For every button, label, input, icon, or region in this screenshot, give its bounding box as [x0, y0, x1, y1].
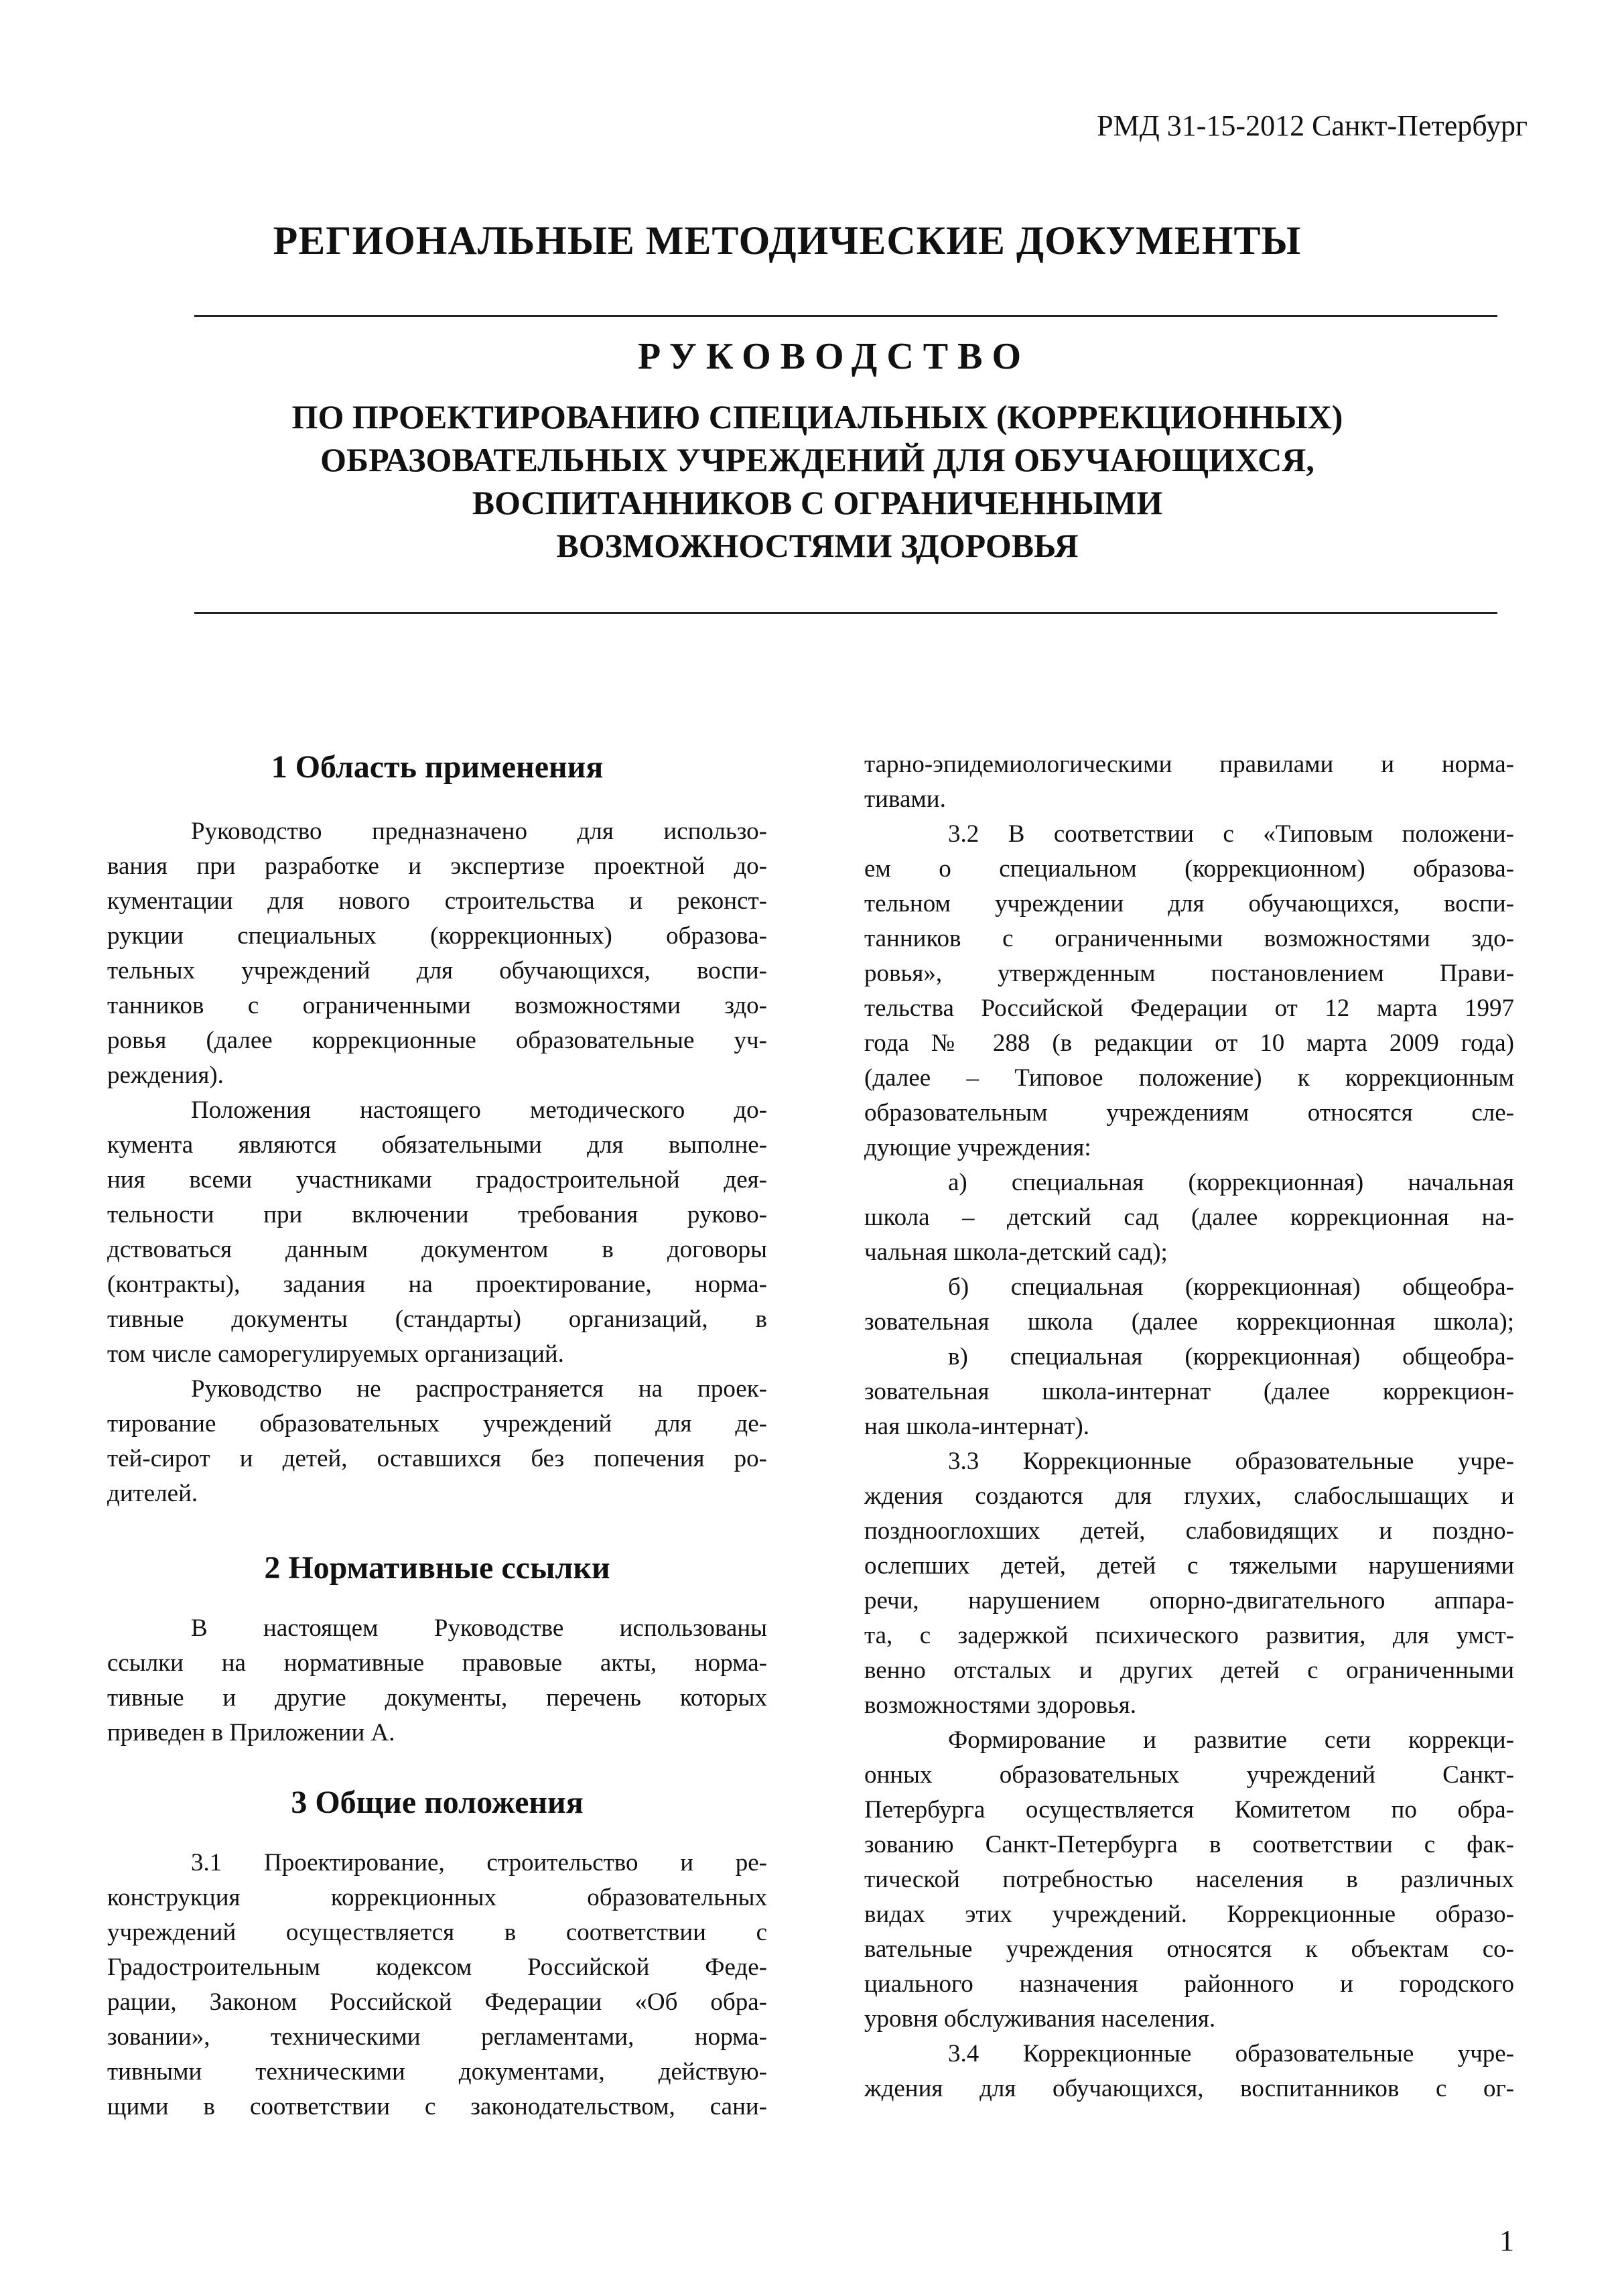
- text-line: тельства Российской Федерации от 12 марта 1997: [864, 995, 1514, 1022]
- bottom-divider: [194, 612, 1497, 614]
- clause-3-3: [864, 1444, 1514, 1723]
- title-line: ОБРАЗОВАТЕЛЬНЫХ УЧРЕЖДЕНИЙ ДЛЯ ОБУЧАЮЩИХСЯ,: [320, 441, 1314, 479]
- text-line: вания при разработке и экспертизе проектной до-: [107, 852, 767, 880]
- text-line: тивные документы (стандарты) организаций, в: [107, 1305, 767, 1333]
- text-line: образовательным учреждениям относятся сле-: [864, 1099, 1514, 1127]
- section-3-paragraph-1: [107, 1846, 767, 2124]
- text-line: Градостроительным кодексом Российской Феде-: [107, 1954, 767, 1981]
- text-line: ровья», утвержденным постановлением Прави-: [864, 960, 1514, 987]
- network-paragraph: [864, 1723, 1514, 2037]
- text-line: уровня обслуживания населения.: [864, 2005, 1216, 2033]
- text-line: кумента являются обязательными для выполне-: [107, 1131, 767, 1159]
- title-line: ВОСПИТАННИКОВ С ОГРАНИЧЕННЫМИ: [472, 484, 1163, 521]
- text-line: зовательная школа-интернат (далее коррекцион-: [864, 1378, 1514, 1405]
- text-line: венно отсталых и других детей с ограниченными: [864, 1657, 1514, 1684]
- text-line: танников с ограниченными возможностями здо-: [864, 925, 1514, 952]
- text-line: (далее – Типовое положение) к коррекционным: [864, 1064, 1514, 1092]
- list-item-b: [864, 1270, 1514, 1340]
- text-line: учреждений осуществляется в соответствии с: [107, 1919, 767, 1946]
- text-line: циального назначения районного и городского: [864, 1970, 1514, 1998]
- text-line: 3.3 Коррекционные образовательные учре-: [948, 1448, 1514, 1475]
- text-line: ждения создаются для глухих, слабослышащих и: [864, 1482, 1514, 1510]
- text-line: тельности при включении требования руково-: [107, 1201, 767, 1228]
- text-line: 3.1 Проектирование, строительство и ре-: [191, 1849, 767, 1876]
- page-number: 1: [1499, 2224, 1514, 2257]
- section-2-heading: 2 Нормативные ссылки: [264, 1550, 610, 1586]
- text-line: онных образовательных учреждений Санкт-: [864, 1761, 1514, 1789]
- text-line: Руководство предназначено для использо-: [191, 818, 767, 845]
- text-line: Петербурга осуществляется Комитетом по обра-: [864, 1796, 1514, 1824]
- text-line: тической потребностью населения в различных: [864, 1866, 1514, 1893]
- text-line: зовательная школа (далее коррекционная школа);: [864, 1308, 1514, 1336]
- text-line: реждения).: [107, 1062, 224, 1089]
- continued-paragraph: [864, 747, 1514, 817]
- text-line: видах этих учреждений. Коррекционные образо-: [864, 1901, 1514, 1928]
- top-divider: [194, 315, 1497, 317]
- text-line: В настоящем Руководстве использованы: [191, 1614, 767, 1642]
- text-line: дствоваться данным документом в договоры: [107, 1236, 767, 1263]
- text-line: чальная школа-детский сад);: [864, 1238, 1168, 1266]
- text-line: ссылки на нормативные правовые акты, норма-: [107, 1649, 767, 1677]
- text-line: дителей.: [107, 1480, 198, 1507]
- text-line: речи, нарушением опорно-двигательного аппара-: [864, 1587, 1514, 1614]
- title-line: ВОЗМОЖНОСТЯМИ ЗДОРОВЬЯ: [556, 527, 1079, 564]
- text-line: в) специальная (коррекционная) общеобра-: [948, 1343, 1514, 1370]
- text-line: тельном учреждении для обучающихся, воспи-: [864, 890, 1514, 917]
- text-line: 3.4 Коррекционные образовательные учре-: [948, 2040, 1514, 2067]
- text-line: школа – детский сад (далее коррекционная на-: [864, 1204, 1514, 1231]
- text-line: рукции специальных (коррекционных) образова-: [107, 922, 767, 950]
- text-line: Положения настоящего методического до-: [191, 1096, 767, 1124]
- text-line: а) специальная (коррекционная) начальная: [948, 1169, 1514, 1196]
- right-column: [864, 747, 1514, 2106]
- section-1-paragraph-2: [107, 1093, 767, 1372]
- text-line: зовании», техническими регламентами, норма-: [107, 2023, 767, 2051]
- text-line: позднооглохших детей, слабовидящих и поздно-: [864, 1517, 1514, 1545]
- text-line: 3.2 В соответствии с «Типовым положени-: [948, 820, 1514, 848]
- text-line: б) специальная (коррекционная) общеобра-: [948, 1273, 1514, 1301]
- text-line: тельных учреждений для обучающихся, воспи-: [107, 957, 767, 984]
- text-line: ровья (далее коррекционные образовательные уч-: [107, 1027, 767, 1054]
- text-line: ная школа-интернат).: [864, 1413, 1089, 1440]
- document-kind: РУКОВОДСТВО: [637, 336, 1031, 377]
- section-3-heading: 3 Общие положения: [291, 1785, 584, 1820]
- text-line: Формирование и развитие сети коррекци-: [948, 1726, 1514, 1754]
- left-column: [107, 747, 767, 2124]
- clause-3-2: [864, 817, 1514, 1165]
- text-line: тивными техническими документами, действую-: [107, 2058, 767, 2086]
- list-item-c: [864, 1340, 1514, 1444]
- text-line: ждения для обучающихся, воспитанников с ог-: [864, 2075, 1514, 2102]
- section-1-heading: 1 Область применения: [271, 749, 604, 785]
- text-line: рации, Законом Российской Федерации «Об обра-: [107, 1988, 767, 2016]
- text-line: кументации для нового строительства и реконст-: [107, 887, 767, 915]
- text-line: ослепших детей, детей с тяжелыми нарушениями: [864, 1552, 1514, 1580]
- title-line: ПО ПРОЕКТИРОВАНИЮ СПЕЦИАЛЬНЫХ (КОРРЕКЦИОННЫХ): [291, 398, 1343, 436]
- text-line: танников с ограниченными возможностями здо-: [107, 992, 767, 1019]
- document-code: РМД 31-15-2012 Санкт-Петербург: [1097, 109, 1528, 142]
- text-line: тарно-эпидемиологическими правилами и норма-: [864, 751, 1514, 778]
- document-series-title: РЕГИОНАЛЬНЫЕ МЕТОДИЧЕСКИЕ ДОКУМЕНТЫ: [273, 218, 1302, 263]
- section-1-paragraph-1: [107, 814, 767, 1093]
- text-line: та, с задержкой психического развития, для умст-: [864, 1622, 1514, 1649]
- text-line: возможностями здоровья.: [864, 1692, 1137, 1719]
- text-line: ем о специальном (коррекционном) образова-: [864, 855, 1514, 883]
- text-line: том числе саморегулируемых организаций.: [107, 1340, 564, 1368]
- clause-3-4: [864, 2037, 1514, 2106]
- text-line: (контракты), задания на проектирование, норма-: [107, 1271, 767, 1298]
- text-line: щими в соответствии с законодательством, сани-: [107, 2093, 767, 2120]
- text-line: дующие учреждения:: [864, 1134, 1091, 1161]
- text-line: тивами.: [864, 785, 946, 813]
- section-2-paragraph-1: [107, 1611, 767, 1750]
- section-1-paragraph-3: [107, 1372, 767, 1511]
- text-line: года № 288 (в редакции от 10 марта 2009 года): [864, 1029, 1514, 1057]
- text-line: приведен в Приложении А.: [107, 1719, 395, 1746]
- text-line: зованию Санкт-Петербурга в соответствии с фак-: [864, 1831, 1514, 1858]
- text-line: Руководство не распространяется на проек-: [191, 1375, 767, 1403]
- document-title: [154, 395, 1481, 567]
- text-line: конструкция коррекционных образовательных: [107, 1884, 767, 1911]
- text-line: тивные и другие документы, перечень которых: [107, 1684, 767, 1712]
- text-line: тирование образовательных учреждений для де-: [107, 1410, 767, 1438]
- text-line: ния всеми участниками градостроительной дея-: [107, 1166, 767, 1194]
- list-item-a: [864, 1165, 1514, 1270]
- text-line: вательные учреждения относятся к объектам со-: [864, 1935, 1514, 1963]
- text-line: тей-сирот и детей, оставшихся без попечения ро-: [107, 1445, 767, 1472]
